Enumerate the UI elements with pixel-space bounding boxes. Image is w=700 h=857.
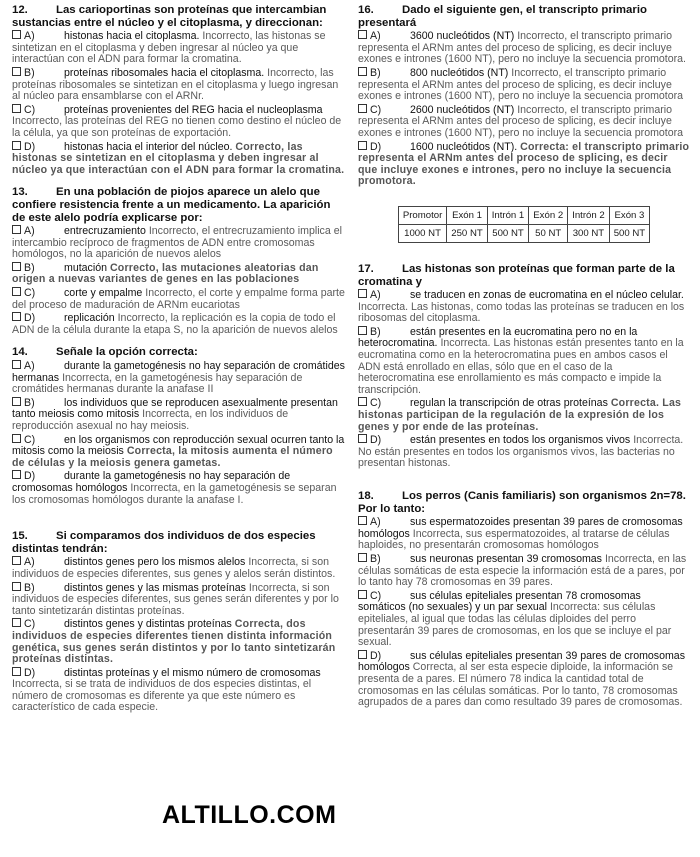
option-18b[interactable]: B) sus neuronas presentan 39 cromosomas Incorrecta, en las células somáticas de esta especie la información está de a pares, por lo tanto hay 78 cromosomas en 39 pares. xyxy=(358,552,687,589)
checkbox-icon[interactable] xyxy=(12,470,21,479)
checkbox-icon[interactable] xyxy=(358,104,367,113)
option-16a[interactable]: A) 3600 nucleótidos (NT) Incorrecto, el transcripto primario representa el ARNm antes del proceso de splicing, es decir incluye exones e intrones (1600 NT), pero no incluye la secuencia promotora. xyxy=(358,30,686,66)
checkbox-icon[interactable] xyxy=(12,141,21,150)
option-12d[interactable]: D) histonas hacia el interior del núcleo. Correcto, las histonas se sintetizan en el citoplasma y deben ingresar al núcleo ya que interactúan con el ADN para formar la cromatina. xyxy=(12,140,345,176)
checkbox-icon[interactable] xyxy=(358,397,367,406)
option-12c[interactable]: C) proteínas provenientes del REG hacia el nucleoplasma Incorrecto, las proteínas del REG no tienen como destino el núcleo de la célula, ya que son proteínas de exportación. xyxy=(12,103,342,139)
option-12b[interactable]: B) proteínas ribosomales hacia el citoplasma. Incorrecto, las proteínas ribosomales se sintetizan en el citoplasma y luego ingresan al núcleo para ensamblarse con el ARNr. xyxy=(12,66,339,103)
option-18a[interactable]: A) sus espermatozoides presentan 39 pares de cromosomas homólogos Incorrecta, sus espermatozoides, al tratarse de células haploides, no presentarán cromosomas homólogos xyxy=(358,516,683,552)
option-15d[interactable]: D) distintas proteínas y el mismo número de cromosomas Incorrecta, si se trata de individuos de dos especies distintas, el número de cromosomas es diferente ya que este número es característico de cada especie. xyxy=(12,666,321,714)
checkbox-icon[interactable] xyxy=(358,516,367,525)
option-13b[interactable]: B) mutación Correcto, las mutaciones aleatorias dan origen a nuevas variantes de genes en las poblaciones xyxy=(12,261,319,286)
option-15b[interactable]: B) distintos genes y las mismas proteínas Incorrecta, si son individuos de especies diferentes, sus genes serán diferentes y por lo tanto sintetizarán distintas proteínas. xyxy=(12,581,339,617)
option-15a[interactable]: A) distintos genes pero los mismos alelos Incorrecta, si son individuos de especies diferentes, sus genes y alelos serán distintos. xyxy=(12,556,336,580)
checkbox-icon[interactable] xyxy=(12,434,21,443)
option-16d[interactable]: D) 1600 nucleótidos (NT). Correcta: el transcripto primario representa el ARNm antes del proceso de splicing, es decir que incluye exones e intrones, pero no incluye la secuencia promotora. xyxy=(358,140,690,188)
checkbox-icon[interactable] xyxy=(12,225,21,234)
checkbox-icon[interactable] xyxy=(358,326,367,335)
question-13-text: 13. En una población de piojos aparece un alelo que confiere resistencia frente a un medicamento. La aparición de este alelo podría explicarse por: xyxy=(12,186,331,224)
question-15-text: 15. Si comparamos dos individuos de dos especies distintas tendrán: xyxy=(12,530,316,555)
option-17d[interactable]: D) están presentes en todos los organismos vivos Incorrecta. No están presentes en todos los organismos vivos, las bacterias no presentan histonas. xyxy=(358,434,684,470)
question-14 xyxy=(12,346,346,506)
question-17-text: 17. Las histonas son proteínas que forman parte de la cromatina y xyxy=(358,262,675,288)
question-15 xyxy=(12,530,346,714)
question-17 xyxy=(358,263,690,470)
checkbox-icon[interactable] xyxy=(358,141,367,150)
option-15c[interactable]: C) distintos genes y distintas proteínas Correcta, dos individuos de especies diferentes tienen distinta información genética, sus genes serán distintos y por lo tanto sintetizarán proteínas distintas. xyxy=(12,618,336,666)
checkbox-icon[interactable] xyxy=(358,30,367,39)
question-18-text: 18. Los perros (Canis familiaris) son organismos 2n=78. Por lo tanto: xyxy=(358,490,686,515)
question-16-text: 16. Dado el siguiente gen, el transcripto primario presentará xyxy=(358,4,647,29)
question-14-text: 14. Señale la opción correcta: xyxy=(12,346,198,359)
gene-table-cell: 50 NT xyxy=(529,224,568,242)
gene-table-header: Promotor xyxy=(398,206,446,224)
gene-table-cell: 500 NT xyxy=(487,224,529,242)
option-16c[interactable]: C) 2600 nucleótidos (NT) Incorrecto, el transcripto primario representa el ARNm antes del proceso de splicing, es decir incluye exones e intrones (1600 NT), pero no incluye la secuencia promotora xyxy=(358,103,684,139)
gene-table-cell: 500 NT xyxy=(609,224,649,242)
option-12a[interactable]: A) histonas hacia el citoplasma. Incorrecto, las histonas se sintetizan en el citoplasma y deben ingresar al núcleo ya que interactúan con el ADN para formar la cromatina. xyxy=(12,30,326,66)
right-column xyxy=(358,4,690,709)
option-17c[interactable]: C) regulan la transcripción de otras proteínas Correcta. Las histonas participan de la regulación de la expresión de los genes y por ende de las proteínas. xyxy=(358,397,682,433)
checkbox-icon[interactable] xyxy=(12,67,21,76)
checkbox-icon[interactable] xyxy=(358,289,367,298)
left-column xyxy=(12,4,346,714)
gene-table-header: Intrón 2 xyxy=(568,206,610,224)
checkbox-icon[interactable] xyxy=(12,312,21,321)
question-12-text: 12. Las carioportinas son proteínas que intercambian sustancias entre el núcleo y el citoplasma, y direccionan: xyxy=(12,4,327,29)
checkbox-icon[interactable] xyxy=(358,434,367,443)
checkbox-icon[interactable] xyxy=(358,67,367,76)
checkbox-icon[interactable] xyxy=(12,104,21,113)
checkbox-icon[interactable] xyxy=(358,590,367,599)
checkbox-icon[interactable] xyxy=(12,618,21,627)
option-18d[interactable]: D) sus células epiteliales presentan 39 pares de cromosomas homólogos Correcta, al ser esta especie diploide, la información se presenta de a pares. El número 78 indica la cantidad total de cromosomas en las células somáticas. Por lo tanto, 78 cromosomas agrupados de a pares dan como resultado 39 pares de cromosomas. xyxy=(358,649,685,709)
option-14d[interactable]: D) durante la gametogénesis no hay separación de cromosomas homólogos Incorrecta, en la gametogénesis se separan los cromosomas homólogos durante la anafase I. xyxy=(12,470,337,506)
checkbox-icon[interactable] xyxy=(358,553,367,562)
option-17a[interactable]: A) se traducen en zonas de eucromatina en el núcleo celular. Incorrecta. Las histonas, como todas las proteínas se traducen en los ribosomas del citoplasma. xyxy=(358,289,685,325)
question-13 xyxy=(12,186,346,336)
option-13d[interactable]: D) replicación Incorrecto, la replicación es la copia de todo el ADN de la célula durante la etapa S, no la aparición de nuevos alelos xyxy=(12,312,338,336)
option-17b[interactable]: B) están presentes en la eucromatina pero no en la heterocromatina. Incorrecta. Las histonas están presentes tanto en la eucromatina como en la heterocromatina pues en ambos casos el ADN está enrollado en ellas, sólo que en el caso de la heterocromatina ese enrollamiento es más compacto e impide la transcripción. xyxy=(358,325,684,396)
gene-table-header: Exón 1 xyxy=(447,206,487,224)
gene-table-header: Intrón 1 xyxy=(487,206,529,224)
checkbox-icon[interactable] xyxy=(12,360,21,369)
gene-table xyxy=(398,206,650,243)
gene-table-header: Exón 2 xyxy=(529,206,568,224)
option-14a[interactable]: A) durante la gametogénesis no hay separación de cromátides hermanas Incorrecta, en la gametogénesis hay separación de cromátides hermanas durante la anafase II xyxy=(12,360,345,396)
checkbox-icon[interactable] xyxy=(12,667,21,676)
checkbox-icon[interactable] xyxy=(12,262,21,271)
gene-table-header-row xyxy=(398,206,649,224)
checkbox-icon[interactable] xyxy=(12,556,21,565)
checkbox-icon[interactable] xyxy=(358,650,367,659)
option-13c[interactable]: C) corte y empalme Incorrecto, el corte y empalme forma parte del proceso de maduración de ARNm eucariotas xyxy=(12,287,345,311)
option-13a[interactable]: A) entrecruzamiento Incorrecto, el entrecruzamiento implica el intercambio recíproco de fragmentos de ADN entre cromosomas homólogos, no la aparición de nuevos alelos xyxy=(12,225,342,261)
checkbox-icon[interactable] xyxy=(12,30,21,39)
site-logo: ALTILLO.COM xyxy=(162,801,337,829)
checkbox-icon[interactable] xyxy=(12,582,21,591)
option-16b[interactable]: B) 800 nucleótidos (NT) Incorrecto, el transcripto primario representa el ARNm antes del proceso de splicing, es decir incluye exones e intrones (1600 NT), pero no incluye la secuencia promotora xyxy=(358,66,684,103)
question-12 xyxy=(12,4,346,176)
gene-table-value-row xyxy=(398,224,649,242)
checkbox-icon[interactable] xyxy=(12,287,21,296)
option-14b[interactable]: B) los individuos que se reproducen asexualmente presentan tanto meiosis como mitosis Incorrecta, en los individuos de reproducción asexual no hay meiosis. xyxy=(12,396,338,432)
gene-table-cell: 1000 NT xyxy=(398,224,446,242)
gene-table-cell: 250 NT xyxy=(447,224,487,242)
question-16 xyxy=(358,4,690,188)
gene-table-cell: 300 NT xyxy=(568,224,610,242)
checkbox-icon[interactable] xyxy=(12,397,21,406)
option-18c[interactable]: C) sus células epiteliales presentan 78 cromosomas somáticos (no sexuales) y un par sexual Incorrecta: sus células epiteliales, al igual que todas las células diploides del perro presentarán 39 pares de cromosomas, en los que se incluye el par sexual. xyxy=(358,589,672,649)
gene-table-header: Exón 3 xyxy=(609,206,649,224)
option-14c[interactable]: C) en los organismos con reproducción sexual ocurren tanto la mitosis como la meiosis Correcta, la mitosis aumenta el número de células y la meiosis genera gametas. xyxy=(12,433,345,469)
question-18 xyxy=(358,490,690,709)
